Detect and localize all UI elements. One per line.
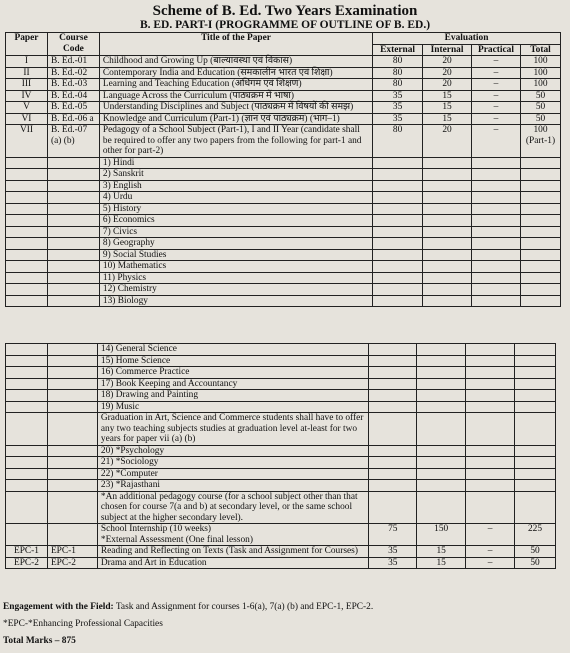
empty-cell bbox=[373, 238, 423, 250]
total-marks: Total Marks – 875 bbox=[3, 636, 76, 646]
paper-number: I bbox=[6, 56, 48, 68]
empty-cell bbox=[472, 180, 521, 192]
empty-cell bbox=[373, 157, 423, 169]
empty-cell bbox=[521, 192, 561, 204]
empty-cell bbox=[466, 355, 515, 367]
empty-cell bbox=[6, 284, 48, 296]
list-item bbox=[6, 272, 561, 284]
table-row bbox=[6, 67, 561, 79]
empty-cell bbox=[423, 249, 472, 261]
empty-cell bbox=[417, 480, 466, 492]
table-row bbox=[6, 90, 561, 102]
empty-cell bbox=[472, 261, 521, 273]
course-code: EPC-2 bbox=[47, 557, 97, 569]
list-item bbox=[6, 378, 556, 390]
empty-cell bbox=[47, 238, 99, 250]
course-code: B. Ed.-06 a bbox=[47, 113, 99, 125]
empty-cell bbox=[6, 226, 48, 238]
empty-cell bbox=[521, 180, 561, 192]
internship-external: 75 bbox=[369, 524, 417, 546]
empty-cell bbox=[47, 401, 97, 413]
empty-cell bbox=[369, 480, 417, 492]
list-item bbox=[6, 215, 561, 227]
list-item bbox=[6, 445, 556, 457]
list-item bbox=[6, 390, 556, 402]
empty-cell bbox=[521, 203, 561, 215]
empty-cell bbox=[521, 238, 561, 250]
list-item bbox=[6, 157, 561, 169]
list-item bbox=[6, 355, 556, 367]
subject-name: 23) *Rajasthani bbox=[97, 480, 368, 492]
empty-cell bbox=[423, 203, 472, 215]
list-item bbox=[6, 238, 561, 250]
list-item bbox=[6, 226, 561, 238]
empty-cell bbox=[423, 226, 472, 238]
empty-cell bbox=[47, 355, 97, 367]
empty-cell bbox=[47, 180, 99, 192]
empty-cell bbox=[472, 238, 521, 250]
empty-cell bbox=[515, 480, 556, 492]
course-code: B. Ed.-07 (a) (b) bbox=[47, 125, 99, 158]
practical-marks: – bbox=[472, 90, 521, 102]
empty-cell bbox=[369, 390, 417, 402]
empty-cell bbox=[417, 367, 466, 379]
empty-cell bbox=[6, 480, 48, 492]
empty-cell bbox=[472, 249, 521, 261]
empty-cell bbox=[472, 157, 521, 169]
empty-cell bbox=[472, 295, 521, 307]
empty-cell bbox=[6, 203, 48, 215]
empty-cell bbox=[47, 226, 99, 238]
empty-cell bbox=[6, 261, 48, 273]
external-marks: 35 bbox=[369, 557, 417, 569]
internal-marks: 20 bbox=[423, 67, 472, 79]
subject-list-part2a bbox=[6, 344, 556, 413]
empty-cell bbox=[466, 468, 515, 480]
empty-cell bbox=[417, 457, 466, 469]
table-row bbox=[6, 56, 561, 68]
empty-cell bbox=[6, 344, 48, 356]
empty-cell bbox=[466, 390, 515, 402]
empty-cell bbox=[417, 390, 466, 402]
subject-name: 19) Music bbox=[97, 401, 368, 413]
empty-cell bbox=[515, 344, 556, 356]
paper-number: EPC-2 bbox=[6, 557, 48, 569]
table-row bbox=[6, 546, 556, 558]
internal-marks: 15 bbox=[423, 102, 472, 114]
empty-cell bbox=[472, 284, 521, 296]
paper-title: Learning and Teaching Education (अधिगम एवं शिक्षण) bbox=[99, 79, 372, 91]
list-item bbox=[6, 295, 561, 307]
scheme-table-part-b bbox=[5, 343, 556, 569]
header-internal: Internal bbox=[423, 44, 472, 56]
empty-cell bbox=[47, 215, 99, 227]
empty-cell bbox=[472, 169, 521, 181]
empty-cell bbox=[423, 272, 472, 284]
practical-marks: – bbox=[466, 557, 515, 569]
practical-marks: – bbox=[472, 102, 521, 114]
empty-cell bbox=[6, 367, 48, 379]
subject-name: 4) Urdu bbox=[99, 192, 372, 204]
course-code: B. Ed.-01 bbox=[47, 56, 99, 68]
empty-cell bbox=[515, 378, 556, 390]
empty-cell bbox=[369, 378, 417, 390]
subject-name: 2) Sanskrit bbox=[99, 169, 372, 181]
empty-cell bbox=[466, 457, 515, 469]
paper-title: Understanding Disciplines and Subject (पाठ्यक्रम में विषयों की समझ) bbox=[99, 102, 372, 114]
practical-marks: – bbox=[472, 67, 521, 79]
empty-cell bbox=[47, 203, 99, 215]
empty-cell bbox=[521, 261, 561, 273]
paper-title: Reading and Reflecting on Texts (Task and Assignment for Courses) bbox=[97, 546, 368, 558]
subject-name: 10) Mathematics bbox=[99, 261, 372, 273]
empty-cell bbox=[521, 249, 561, 261]
empty-cell bbox=[417, 344, 466, 356]
paper-number: VI bbox=[6, 113, 48, 125]
subject-name: 20) *Psychology bbox=[97, 445, 368, 457]
empty-cell bbox=[47, 390, 97, 402]
empty-cell bbox=[47, 378, 97, 390]
internal-marks: 15 bbox=[423, 113, 472, 125]
internship-practical: – bbox=[466, 524, 515, 546]
scheme-table-part-a bbox=[5, 32, 561, 307]
list-item bbox=[6, 192, 561, 204]
empty-cell bbox=[472, 226, 521, 238]
empty-cell bbox=[472, 272, 521, 284]
list-item bbox=[6, 367, 556, 379]
internship-row bbox=[6, 524, 556, 546]
empty-cell bbox=[515, 401, 556, 413]
external-marks: 80 bbox=[373, 125, 423, 158]
subject-name: 12) Chemistry bbox=[99, 284, 372, 296]
empty-cell bbox=[417, 445, 466, 457]
list-item bbox=[6, 261, 561, 273]
empty-cell bbox=[6, 272, 48, 284]
table-row bbox=[6, 125, 561, 158]
subject-name: 18) Drawing and Painting bbox=[97, 390, 368, 402]
empty-cell bbox=[6, 215, 48, 227]
subject-name: 7) Civics bbox=[99, 226, 372, 238]
empty-cell bbox=[47, 344, 97, 356]
empty-cell bbox=[47, 272, 99, 284]
list-item bbox=[6, 344, 556, 356]
empty-cell bbox=[6, 457, 48, 469]
header-paper: Paper bbox=[6, 33, 48, 56]
empty-cell bbox=[515, 390, 556, 402]
empty-cell bbox=[373, 169, 423, 181]
paper-number: III bbox=[6, 79, 48, 91]
empty-cell bbox=[47, 295, 99, 307]
empty-cell bbox=[373, 180, 423, 192]
header-external: External bbox=[373, 44, 423, 56]
empty-cell bbox=[515, 367, 556, 379]
empty-cell bbox=[47, 261, 99, 273]
empty-cell bbox=[472, 203, 521, 215]
header-total: Total bbox=[521, 44, 561, 56]
empty-cell bbox=[373, 203, 423, 215]
paper-number: VII bbox=[6, 125, 48, 158]
internal-marks: 15 bbox=[423, 90, 472, 102]
empty-cell bbox=[6, 180, 48, 192]
empty-cell bbox=[6, 445, 48, 457]
course-code: EPC-1 bbox=[47, 546, 97, 558]
empty-cell bbox=[373, 215, 423, 227]
header-row bbox=[6, 33, 561, 45]
total-marks-cell: 50 bbox=[515, 557, 556, 569]
external-marks: 80 bbox=[373, 79, 423, 91]
empty-cell bbox=[423, 157, 472, 169]
list-item bbox=[6, 180, 561, 192]
paper-title: Contemporary India and Education (समकालीन भारत एवं शिक्षा) bbox=[99, 67, 372, 79]
subject-name: 17) Book Keeping and Accountancy bbox=[97, 378, 368, 390]
graduation-note-row bbox=[6, 413, 556, 446]
header-evaluation: Evaluation bbox=[373, 33, 561, 45]
header-course-code: Course Code bbox=[47, 33, 99, 56]
subject-name: 1) Hindi bbox=[99, 157, 372, 169]
empty-cell bbox=[373, 261, 423, 273]
empty-cell bbox=[6, 169, 48, 181]
empty-cell bbox=[47, 468, 97, 480]
paper-title: Language Across the Curriculum (पाठ्यक्रम में भाषा) bbox=[99, 90, 372, 102]
pedagogy-note-row bbox=[6, 491, 556, 524]
empty-cell bbox=[6, 355, 48, 367]
list-item bbox=[6, 284, 561, 296]
practical-marks: – bbox=[472, 113, 521, 125]
empty-cell bbox=[373, 295, 423, 307]
list-item bbox=[6, 480, 556, 492]
empty-cell bbox=[6, 295, 48, 307]
external-marks: 35 bbox=[373, 102, 423, 114]
empty-cell bbox=[423, 238, 472, 250]
empty-cell bbox=[515, 468, 556, 480]
empty-cell bbox=[521, 272, 561, 284]
empty-cell bbox=[47, 480, 97, 492]
subject-name: 15) Home Science bbox=[97, 355, 368, 367]
empty-cell bbox=[466, 445, 515, 457]
empty-cell bbox=[466, 367, 515, 379]
table-row bbox=[6, 102, 561, 114]
total-marks-cell: 100 bbox=[521, 79, 561, 91]
external-marks: 35 bbox=[373, 90, 423, 102]
empty-cell bbox=[6, 238, 48, 250]
engagement-label: Engagement with the Field: bbox=[3, 602, 114, 612]
table-row bbox=[6, 79, 561, 91]
table-body bbox=[6, 56, 561, 158]
empty-cell bbox=[417, 378, 466, 390]
empty-cell bbox=[423, 180, 472, 192]
empty-cell bbox=[373, 249, 423, 261]
empty-cell bbox=[521, 215, 561, 227]
empty-cell bbox=[369, 344, 417, 356]
internal-marks: 20 bbox=[423, 56, 472, 68]
internal-marks: 15 bbox=[417, 557, 466, 569]
paper-number: II bbox=[6, 67, 48, 79]
empty-cell bbox=[6, 468, 48, 480]
empty-cell bbox=[47, 169, 99, 181]
total-marks-cell: 50 bbox=[515, 546, 556, 558]
empty-cell bbox=[47, 192, 99, 204]
total-marks-cell: 100 (Part-1) bbox=[521, 125, 561, 158]
external-marks: 35 bbox=[369, 546, 417, 558]
internal-marks: 20 bbox=[423, 79, 472, 91]
empty-cell bbox=[423, 295, 472, 307]
paper-number: IV bbox=[6, 90, 48, 102]
paper-number: V bbox=[6, 102, 48, 114]
practical-marks: – bbox=[466, 546, 515, 558]
subject-name: 8) Geography bbox=[99, 238, 372, 250]
external-marks: 80 bbox=[373, 67, 423, 79]
subject-name: 13) Biology bbox=[99, 295, 372, 307]
total-marks-cell: 50 bbox=[521, 113, 561, 125]
total-marks-cell: 100 bbox=[521, 56, 561, 68]
list-item bbox=[6, 203, 561, 215]
practical-marks: – bbox=[472, 79, 521, 91]
epc-note: *EPC-*Enhancing Professional Capacities bbox=[3, 619, 163, 629]
header-practical: Practical bbox=[472, 44, 521, 56]
paper-title: Knowledge and Curriculum (Part-1) (ज्ञान एवं पाठ्यक्रम) (भाग–1) bbox=[99, 113, 372, 125]
empty-cell bbox=[47, 157, 99, 169]
empty-cell bbox=[6, 157, 48, 169]
list-item bbox=[6, 249, 561, 261]
engagement-text: Task and Assignment for courses 1-6(a), 7(a) (b) and EPC-1, EPC-2. bbox=[113, 602, 374, 612]
page-subtitle: B. ED. PART-I (PROGRAMME OF OUTLINE OF B. ED.) bbox=[139, 19, 431, 31]
course-code: B. Ed.-04 bbox=[47, 90, 99, 102]
empty-cell bbox=[472, 215, 521, 227]
empty-cell bbox=[423, 192, 472, 204]
empty-cell bbox=[369, 468, 417, 480]
graduation-note: Graduation in Art, Science and Commerce students shall have to offer any two teaching subjects studies at graduation level at-least for two years for paper vii (a) (b) bbox=[97, 413, 368, 446]
empty-cell bbox=[423, 284, 472, 296]
external-marks: 35 bbox=[373, 113, 423, 125]
empty-cell bbox=[47, 249, 99, 261]
internship-note: *External Assessment (One final lesson) bbox=[100, 534, 253, 545]
internal-marks: 15 bbox=[417, 546, 466, 558]
empty-cell bbox=[521, 284, 561, 296]
course-code: B. Ed.-02 bbox=[47, 67, 99, 79]
empty-cell bbox=[466, 401, 515, 413]
empty-cell bbox=[369, 367, 417, 379]
internship-title: School Internship (10 weeks) bbox=[100, 524, 212, 534]
total-marks-cell: 50 bbox=[521, 102, 561, 114]
subject-list-part2b bbox=[6, 445, 556, 491]
empty-cell bbox=[515, 445, 556, 457]
empty-cell bbox=[6, 390, 48, 402]
header-title: Title of the Paper bbox=[99, 33, 372, 56]
empty-cell bbox=[466, 378, 515, 390]
empty-cell bbox=[47, 445, 97, 457]
empty-cell bbox=[466, 344, 515, 356]
empty-cell bbox=[521, 169, 561, 181]
subject-name: 14) General Science bbox=[97, 344, 368, 356]
subject-name: 16) Commerce Practice bbox=[97, 367, 368, 379]
subject-name: 6) Economics bbox=[99, 215, 372, 227]
empty-cell bbox=[369, 445, 417, 457]
paper-title: Pedagogy of a School Subject (Part-1), I and II Year (candidate shall be required to offer any two papers from the following for part-1 and other for part-2) bbox=[99, 125, 372, 158]
epc-rows bbox=[6, 546, 556, 569]
course-code: B. Ed.-05 bbox=[47, 102, 99, 114]
empty-cell bbox=[521, 226, 561, 238]
empty-cell bbox=[47, 284, 99, 296]
practical-marks: – bbox=[472, 125, 521, 158]
empty-cell bbox=[423, 261, 472, 273]
list-item bbox=[6, 401, 556, 413]
empty-cell bbox=[373, 226, 423, 238]
empty-cell bbox=[417, 468, 466, 480]
empty-cell bbox=[47, 457, 97, 469]
paper-title: Drama and Art in Education bbox=[97, 557, 368, 569]
empty-cell bbox=[417, 355, 466, 367]
course-code: B. Ed.-03 bbox=[47, 79, 99, 91]
internal-marks: 20 bbox=[423, 125, 472, 158]
empty-cell bbox=[515, 457, 556, 469]
empty-cell bbox=[521, 157, 561, 169]
list-item bbox=[6, 468, 556, 480]
empty-cell bbox=[6, 192, 48, 204]
subject-name: 3) English bbox=[99, 180, 372, 192]
empty-cell bbox=[521, 295, 561, 307]
empty-cell bbox=[6, 401, 48, 413]
internship-total: 225 bbox=[515, 524, 556, 546]
list-item bbox=[6, 457, 556, 469]
empty-cell bbox=[423, 169, 472, 181]
internship-internal: 150 bbox=[417, 524, 466, 546]
empty-cell bbox=[466, 480, 515, 492]
external-marks: 80 bbox=[373, 56, 423, 68]
empty-cell bbox=[515, 355, 556, 367]
empty-cell bbox=[6, 249, 48, 261]
empty-cell bbox=[417, 401, 466, 413]
subject-name: 22) *Computer bbox=[97, 468, 368, 480]
empty-cell bbox=[472, 192, 521, 204]
subject-name: 11) Physics bbox=[99, 272, 372, 284]
table-row bbox=[6, 557, 556, 569]
empty-cell bbox=[373, 284, 423, 296]
empty-cell bbox=[6, 378, 48, 390]
page-title: Scheme of B. Ed. Two Years Examination bbox=[152, 3, 418, 19]
empty-cell bbox=[373, 192, 423, 204]
engagement-line bbox=[3, 602, 373, 612]
paper-number: EPC-1 bbox=[6, 546, 48, 558]
practical-marks: – bbox=[472, 56, 521, 68]
empty-cell bbox=[369, 355, 417, 367]
total-marks-cell: 50 bbox=[521, 90, 561, 102]
empty-cell bbox=[47, 367, 97, 379]
table-row bbox=[6, 113, 561, 125]
list-item bbox=[6, 169, 561, 181]
paper-title: Childhood and Growing Up (बाल्यावस्था एवं विकास) bbox=[99, 56, 372, 68]
subject-name: 5) History bbox=[99, 203, 372, 215]
empty-cell bbox=[423, 215, 472, 227]
subject-name: 21) *Sociology bbox=[97, 457, 368, 469]
subject-list-part1 bbox=[6, 157, 561, 307]
subject-name: 9) Social Studies bbox=[99, 249, 372, 261]
empty-cell bbox=[369, 457, 417, 469]
empty-cell bbox=[369, 401, 417, 413]
empty-cell bbox=[373, 272, 423, 284]
total-marks-cell: 100 bbox=[521, 67, 561, 79]
pedagogy-note: *An additional pedagogy course (for a school subject other than that chosen for course 7(a and b) at secondary level, or the same school subject at the higher secondary level). bbox=[97, 491, 368, 524]
